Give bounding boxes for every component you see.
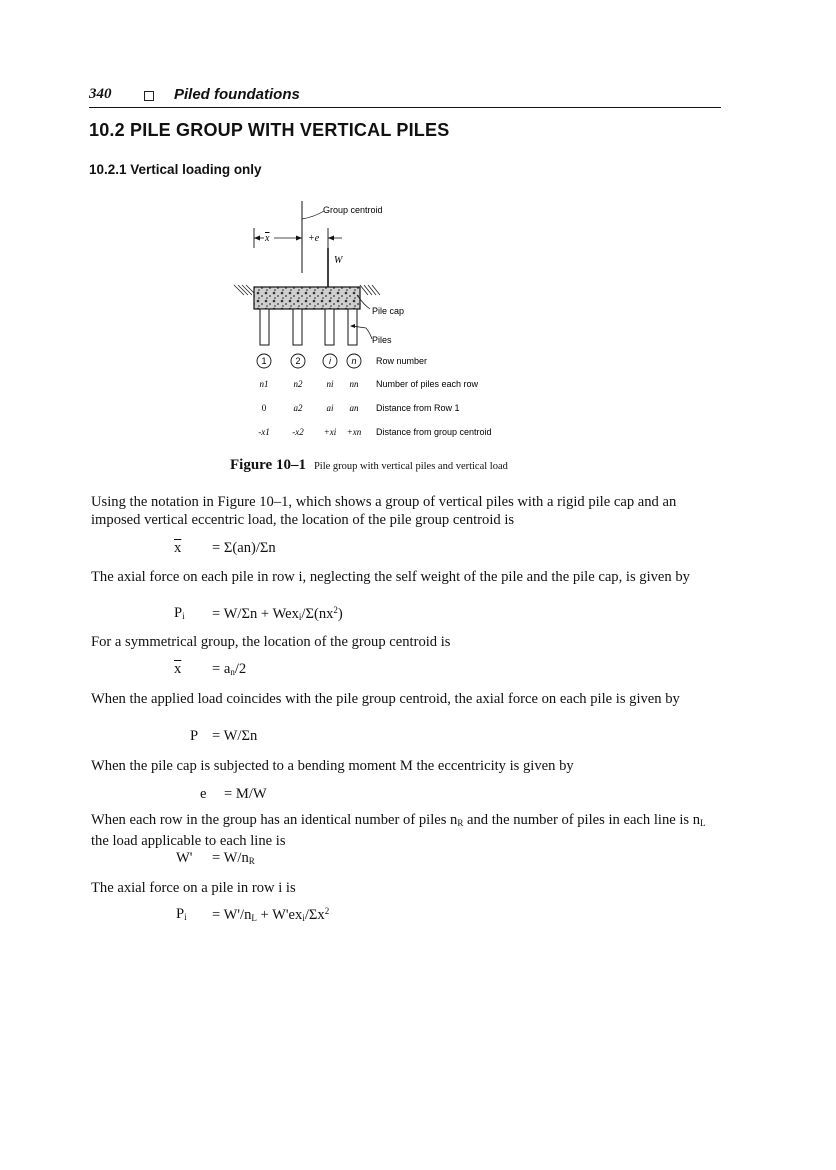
row-circle-2: 2 bbox=[295, 356, 301, 366]
row-x-2: -x2 bbox=[292, 427, 304, 437]
eq1-lhs: $\overline{x}$ bbox=[174, 540, 182, 556]
row-circle-i: i bbox=[329, 356, 331, 366]
page-number: 340 bbox=[89, 86, 112, 102]
pile-group-diagram bbox=[224, 195, 554, 445]
eq3-rhs-tail: /2 bbox=[234, 661, 247, 677]
eq2-rhs-end: ) bbox=[337, 606, 343, 622]
row-x-1: -x1 bbox=[258, 427, 270, 437]
eq5-rhs: = M/W bbox=[224, 786, 267, 802]
figure-label: Figure 10–1 bbox=[230, 457, 306, 473]
header-rule bbox=[89, 107, 721, 108]
eq2-rhs-sub: i bbox=[298, 612, 302, 622]
p6-part-b: and the number of piles in each line is n bbox=[463, 812, 701, 828]
x-bar-label: x bbox=[265, 233, 270, 244]
eq3-rhs: = a bbox=[212, 661, 231, 677]
load-w-label: W bbox=[334, 255, 343, 266]
row-a-2: a2 bbox=[293, 403, 303, 413]
group-centroid-label: Group centroid bbox=[323, 205, 383, 215]
eq2-rhs: = W/Σn + Wex bbox=[212, 606, 299, 622]
p6-sub-r: R bbox=[457, 818, 464, 828]
eq7-rhs-mid: + W'ex bbox=[256, 907, 303, 923]
paragraph-6 bbox=[91, 811, 723, 850]
eq7-rhs-sup: 2 bbox=[324, 906, 330, 916]
row-n-i: ni bbox=[326, 379, 334, 389]
eq6-rhs-sub: R bbox=[248, 856, 255, 866]
pile-2 bbox=[293, 309, 302, 345]
eq6-rhs: = W/n bbox=[212, 850, 249, 866]
row-n-n: nn bbox=[349, 379, 359, 389]
eq7-lhs-sub: i bbox=[184, 912, 187, 922]
pile-1 bbox=[260, 309, 269, 345]
row-circle-1: 1 bbox=[261, 356, 267, 366]
piles-label: Piles bbox=[372, 335, 392, 345]
eq7-rhs-tail: /Σx bbox=[304, 907, 325, 923]
eq4-lhs: P bbox=[190, 728, 199, 744]
eq2-lhs: P bbox=[174, 605, 183, 621]
figure-caption-text: Pile group with vertical piles and vertical load bbox=[313, 461, 508, 472]
eq4-rhs: = W/Σn bbox=[212, 728, 258, 744]
pile-cap bbox=[254, 287, 360, 309]
row-circle-n: n bbox=[351, 356, 357, 366]
row-n-1: n1 bbox=[259, 379, 269, 389]
eq2-lhs-sub: i bbox=[182, 611, 185, 621]
pile-i bbox=[325, 309, 334, 345]
pile-cap-label: Pile cap bbox=[372, 306, 405, 316]
p6-part-c: the load applicable to each line is bbox=[91, 833, 286, 849]
paragraph-5: When the pile cap is subjected to a bending moment M the eccentricity is given by bbox=[91, 758, 574, 774]
legend-distance-row1: Distance from Row 1 bbox=[376, 403, 460, 413]
p6-part-a: When each row in the group has an identical number of piles n bbox=[91, 812, 458, 828]
plus-e-label: +e bbox=[308, 233, 320, 244]
eq1-rhs: = Σ(an)/Σn bbox=[212, 540, 276, 556]
eq2-rhs-tail: /Σ(nx bbox=[301, 606, 334, 622]
row-a-i: ai bbox=[326, 403, 334, 413]
eq7-lhs: P bbox=[176, 906, 185, 922]
row-a-n: an bbox=[349, 403, 359, 413]
paragraph-3: For a symmetrical group, the location of the group centroid is bbox=[91, 634, 451, 650]
p6-sub-l: L bbox=[700, 818, 706, 828]
eq7-rhs-sub: L bbox=[251, 913, 257, 923]
eq2-rhs-sup: 2 bbox=[333, 605, 338, 615]
paragraph-2: The axial force on each pile in row i, neglecting the self weight of the pile and the pile cap, is given by bbox=[91, 569, 690, 585]
subsection-heading: 10.2.1 Vertical loading only bbox=[89, 162, 262, 177]
row-x-n: +xn bbox=[346, 427, 362, 437]
section-heading: 10.2 PILE GROUP WITH VERTICAL PILES bbox=[89, 120, 450, 140]
legend-piles-each-row: Number of piles each row bbox=[376, 379, 479, 389]
paragraph-1: Using the notation in Figure 10–1, which shows a group of vertical piles with a rigid pile cap and an imposed vertical eccentric load, the location of the pile group centroid is bbox=[91, 494, 677, 528]
eq6-lhs: W' bbox=[176, 850, 193, 866]
figure-caption bbox=[230, 457, 508, 474]
eq7-rhs-sub2: i bbox=[302, 913, 305, 923]
row-a-1: 0 bbox=[261, 403, 267, 413]
eq7-rhs: = W'/n bbox=[212, 907, 252, 923]
legend-row-number: Row number bbox=[376, 356, 428, 366]
header-box-icon bbox=[144, 91, 154, 101]
row-n-2: n2 bbox=[293, 379, 303, 389]
eq3-rhs-sub: n bbox=[230, 667, 235, 677]
paragraph-7: The axial force on a pile in row i is bbox=[91, 880, 296, 896]
paragraph-4: When the applied load coincides with the pile group centroid, the axial force on each pile is given by bbox=[91, 691, 680, 707]
row-x-i: +xi bbox=[323, 427, 337, 437]
eq5-lhs: e bbox=[200, 786, 207, 802]
running-title: Piled foundations bbox=[174, 86, 300, 103]
eq3-lhs: $\overline{x}$ bbox=[174, 661, 182, 677]
legend-distance-centroid: Distance from group centroid bbox=[376, 427, 492, 437]
